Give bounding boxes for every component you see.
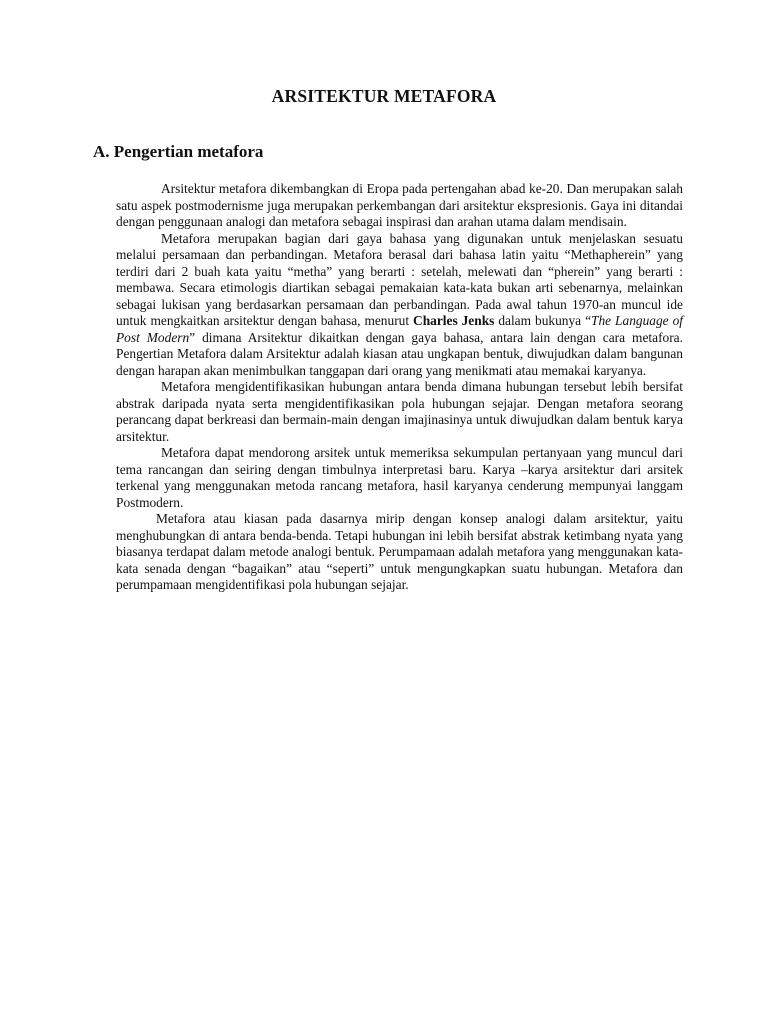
document-title: ARSITEKTUR METAFORA — [271, 86, 497, 106]
paragraph-3: Metafora mengidentifikasikan hubungan antara benda dimana hubungan tersebut lebih bersifat abstrak daripada nyata serta mengidentifikasikan pola hubungan sejajar. Dengan metafora seorang perancang dapat berkreasi dan bermain-main dengan imajinasinya untuk diwujudkan dalam bentuk karya arsitektur. — [116, 379, 683, 444]
section-heading: A. Pengertian metafora — [93, 142, 264, 161]
body-text — [116, 181, 683, 594]
paragraph-2-text-c: ” dimana Arsitektur dikaitkan dengan gaya bahasa, antara lain dengan cara metafora. Pengertian Metafora dalam Arsitektur adalah kiasan atau ungkapan bentuk, diwujudkan dalam bangunan dengan harapan akan menimbulkan tanggapan dari orang yang menikmati atau memakai karyanya. — [116, 329, 683, 378]
paragraph-1: Arsitektur metafora dikembangkan di Eropa pada pertengahan abad ke-20. Dan merupakan salah satu aspek postmodernisme juga merupakan perkembangan dari arsitektur ekspresionis. Gaya ini ditandai dengan penggunaan analogi dan metafora sebagai inspirasi dan arahan utama dalam mendisain. — [116, 181, 683, 229]
paragraph-2-text-b: dalam bukunya “ — [494, 313, 592, 328]
paragraph-5: Metafora atau kiasan pada dasarnya mirip dengan konsep analogi dalam arsitektur, yaitu menghubungkan di antara benda-benda. Tetapi hubungan ini lebih bersifat abstrak ketimbang nyata yang biasanya terdapat dalam metode analogi bentuk. Perumpamaan adalah metafora yang menggunakan kata-kata senada dengan “bagaikan” atau “seperti” untuk mengungkapkan suatu hubungan. Metafora dan perumpamaan mengidentifikasi pola hubungan sejajar. — [116, 511, 683, 592]
paragraph-2 — [116, 231, 683, 380]
paragraph-2-text-a: Metafora merupakan bagian dari gaya bahasa yang digunakan untuk menjelaskan sesuatu melalui persamaan dan perbandingan. Metafora berasal dari bahasa latin yaitu “Methapherein” yang terdiri dari 2 buah kata yaitu “metha” yang berarti : setelah, melewati dan “pherein” yang berarti : membawa. Secara etimologis diartikan sebagai pemakaian kata-kata bukan arti sebenarnya, melainkan sebagai lukisan yang berdasarkan persamaan dan perbandingan. Pada awal tahun 1970-an muncul ide untuk mengkaitkan arsitektur dengan bahasa, menurut — [116, 230, 683, 328]
author-name: Charles Jenks — [413, 313, 495, 328]
paragraph-4: Metafora dapat mendorong arsitek untuk memeriksa sekumpulan pertanyaan yang muncul dari tema rancangan dan seiring dengan timbulnya interpretasi baru. Karya –karya arsitektur dari arsitek terkenal yang menggunakan metoda rancang metafora, hasil karyanya cenderung mempunyai langgam Postmodern. — [116, 445, 683, 510]
book-title: The Language of Post Modern — [116, 313, 683, 345]
